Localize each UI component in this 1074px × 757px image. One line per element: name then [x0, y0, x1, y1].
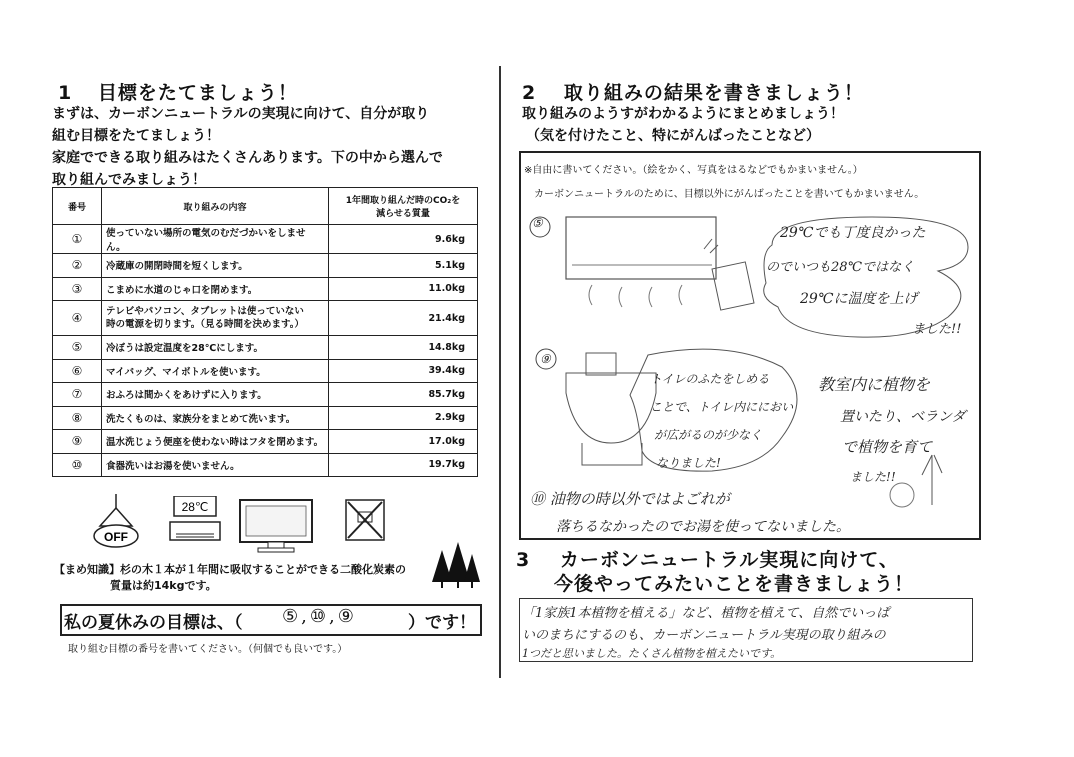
- goal-note: 取り組む目標の番号を書いてください。（何個でも良いです。）: [68, 644, 348, 655]
- header-co2: 1年間取り組んだ時のCO₂を 減らせる質量: [329, 188, 478, 225]
- table-row: ② 冷蔵庫の開閉時間を短くします。 5.1kg: [53, 254, 478, 278]
- table-row: ⑩ 食器洗いはお湯を使いません。 19.7kg: [53, 453, 478, 477]
- table-header-row: [53, 188, 478, 225]
- header-no: 番号: [53, 188, 102, 225]
- table-row: ③ こまめに水道のじゃ口を閉めます。 11.0kg: [53, 277, 478, 301]
- hw-future-line2: いのまちにするのも、カーボンニュートラル実現の取り組みの: [522, 628, 886, 643]
- hw-bubble1-line3: 29℃に温度を上げ: [800, 291, 918, 307]
- faucet-prohibited-icon: [344, 496, 388, 544]
- section2-number: 2: [522, 82, 537, 104]
- lamp-off-icon: [92, 494, 140, 552]
- section2-heading: 取り組みの結果を書きましょう！: [563, 82, 864, 104]
- section3-title: [516, 545, 899, 572]
- activities-table: [52, 187, 478, 477]
- hw-n10-line2: 落ちるなかったのでお湯を使ってないました。: [556, 519, 850, 535]
- hw-bubble1-line1: 29℃でも丁度良かった: [780, 225, 926, 241]
- table-row: ① 使っていない場所の電気のむだづかいをしません。 9.6kg: [53, 225, 478, 254]
- section1-intro: まずは、カーボンニュートラルの実現に向けて、自分が取り 組む目標をたてましょう！ 家庭でできる取り組みはたくさんあります。下の中から選んで 取り組んでみましょう！: [52, 106, 443, 188]
- section2-title: [522, 78, 864, 105]
- section1-number: 1: [58, 82, 73, 104]
- television-icon: [238, 498, 314, 554]
- goal-numbers: ⑤,⑩,⑨: [282, 606, 357, 627]
- table-row: ⑨ 温水洗じょう便座を使わない時はフタを閉めます。 17.0kg: [53, 430, 478, 454]
- hw-bubble2-line1: トイレのふたをしめる: [650, 372, 770, 386]
- table-row: ⑤ 冷ぼうは設定温度を28℃にします。 14.8kg: [53, 336, 478, 360]
- table-row: ⑧ 洗たくものは、家族分をまとめて洗います。 2.9kg: [53, 406, 478, 430]
- hw-n9: ⑨: [540, 352, 551, 366]
- result-note2: カーボンニュートラルのために、目標以外にがんばったことを書いてもかまいません。: [534, 189, 925, 200]
- section1-heading: 目標をたてましょう！: [97, 82, 298, 104]
- hw-bubble2-line2: ことで、トイレ内ににおい: [650, 400, 794, 414]
- hw-n10-line1: ⑩ 油物の時以外ではよごれが: [530, 490, 730, 508]
- hw-n5: ⑤: [532, 216, 543, 230]
- section2-intro: 取り組みのようすがわかるようにまとめましょう！ （気を付けたこと、特にがんばったことなど）: [522, 106, 844, 144]
- header-activity: 取り組みの内容: [102, 188, 329, 225]
- table-row: ⑥ マイバッグ、マイボトルを使います。 39.4kg: [53, 359, 478, 383]
- hw-bubble2-line4: なりました!: [656, 456, 721, 470]
- hw-plant-line4: ました!!: [850, 470, 896, 484]
- goal-end: ）です！: [408, 613, 476, 633]
- result-note1: ※自由に書いてください。（絵をかく、写真をはるなどでもかまいません。）: [524, 165, 863, 176]
- table-row: ④ テレビやパソコン、タブレットは使っていない 時の電源を切ります。（見る時間を決めます。） 21.4kg: [53, 301, 478, 336]
- hw-bubble1-line4: ました!!: [912, 322, 962, 337]
- trivia-note: 【まめ知識】杉の木１本が１年間に吸収することができる二酸化炭素の 質量は約14kgです。: [54, 563, 406, 592]
- svg-text:28℃: 28℃: [181, 500, 209, 514]
- hw-bubble2-line3: が広がるのが少なく: [654, 428, 763, 442]
- section3-number: 3: [516, 549, 531, 571]
- column-divider: [499, 66, 501, 678]
- hw-future-line1: 「1家族1本植物を植える」など、植物を植えて、自然でいっぱ: [522, 606, 890, 621]
- section1-title: [58, 78, 298, 105]
- table-row: ⑦ おふろは間かくをあけずに入ります。 85.7kg: [53, 383, 478, 407]
- air-conditioner-icon: [168, 496, 222, 550]
- hw-future-line3: 1つだと思いました。たくさん植物を植えたいです。: [522, 647, 782, 660]
- hw-plant-line2: 置いたり、ベランダ: [840, 409, 966, 425]
- hw-plant-line3: で植物を育て: [842, 438, 933, 456]
- section3-heading-line1: カーボンニュートラル実現に向けて、: [559, 549, 899, 571]
- hw-plant-line1: 教室内に植物を: [818, 375, 931, 394]
- section3-heading-line2: 今後やってみたいことを書きましょう！: [554, 573, 915, 595]
- cedar-trees-icon: [432, 540, 480, 590]
- hw-bubble1-line2: のでいつも28℃ではなく: [766, 260, 915, 275]
- svg-text:OFF: OFF: [104, 530, 128, 544]
- goal-label: 私の夏休みの目標は、（: [64, 613, 243, 633]
